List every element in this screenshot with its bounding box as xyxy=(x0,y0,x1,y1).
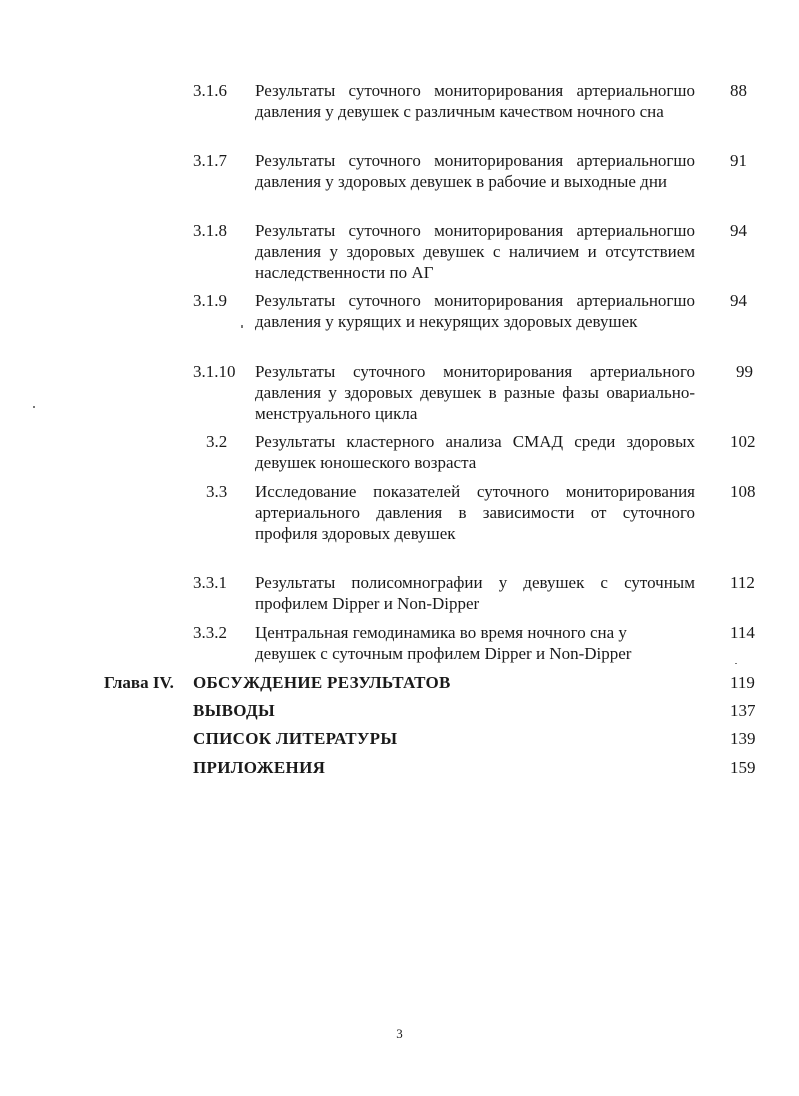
chapter-page: 119 xyxy=(730,673,755,692)
chapter-label: Глава IV. xyxy=(104,673,174,692)
entry-page: 112 xyxy=(730,573,755,592)
section-title: СПИСОК ЛИТЕРАТУРЫ xyxy=(193,729,398,748)
entry-number: 3.1.10 xyxy=(193,362,236,381)
entry-title: Результаты суточного мониторирования артериальногшо давления у здоровых девушек в рабочие и выходные дни xyxy=(255,151,695,191)
entry-title: Центральная гемодинамика во время ночного сна у девушек с суточным профилем Dipper и Non-Dipper xyxy=(255,623,632,663)
entry-page: 91 xyxy=(730,151,747,170)
entry-page: 88 xyxy=(730,81,747,100)
entry-page: 114 xyxy=(730,623,755,642)
entry-title: Результаты суточного мониторирования артериальногшо давления у курящих и некурящих здоровых девушек xyxy=(255,291,695,331)
chapter-title: ОБСУЖДЕНИЕ РЕЗУЛЬТАТОВ xyxy=(193,673,451,692)
section-page: 159 xyxy=(730,758,756,777)
entry-number: 3.3 xyxy=(206,482,228,501)
entry-number: 3.1.8 xyxy=(193,221,227,240)
scan-speck xyxy=(735,663,737,664)
scan-speck xyxy=(241,325,243,328)
entry-page: 94 xyxy=(730,291,747,310)
entry-page: 102 xyxy=(730,432,756,451)
scan-speck xyxy=(33,406,35,408)
section-page: 137 xyxy=(730,701,756,720)
section-page: 139 xyxy=(730,729,756,748)
entry-page: 108 xyxy=(730,482,756,501)
section-title: ВЫВОДЫ xyxy=(193,701,275,720)
page-number: 3 xyxy=(396,1026,403,1041)
entry-number: 3.2 xyxy=(206,432,228,451)
entry-title: Результаты суточного мониторирования артериальногшо давления у девушек с различным качеством ночного сна xyxy=(255,81,695,121)
section-title: ПРИЛОЖЕНИЯ xyxy=(193,758,326,777)
entry-title: Результаты суточного мониторирования артериального давления у здоровых девушек в разные фазы овариально-менструального цикла xyxy=(255,362,695,423)
entry-title: Результаты кластерного анализа СМАД среди здоровых девушек юношеского возраста xyxy=(255,432,695,472)
entry-number: 3.1.9 xyxy=(193,291,227,310)
entry-page: 99 xyxy=(736,362,753,381)
entry-number: 3.1.6 xyxy=(193,81,227,100)
entry-title: Исследование показателей суточного мониторирования артериального давления в зависимости от суточного профиля здоровых девушек xyxy=(255,482,695,543)
entry-number: 3.3.1 xyxy=(193,573,227,592)
entry-page: 94 xyxy=(730,221,747,240)
entry-number: 3.1.7 xyxy=(193,151,227,170)
entry-number: 3.3.2 xyxy=(193,623,227,642)
entry-title: Результаты полисомнографии у девушек с суточным профилем Dipper и Non-Dipper xyxy=(255,573,695,613)
entry-title: Результаты суточного мониторирования артериальногшо давления у здоровых девушек с наличием и отсутствием наследственности по АГ xyxy=(255,221,695,282)
